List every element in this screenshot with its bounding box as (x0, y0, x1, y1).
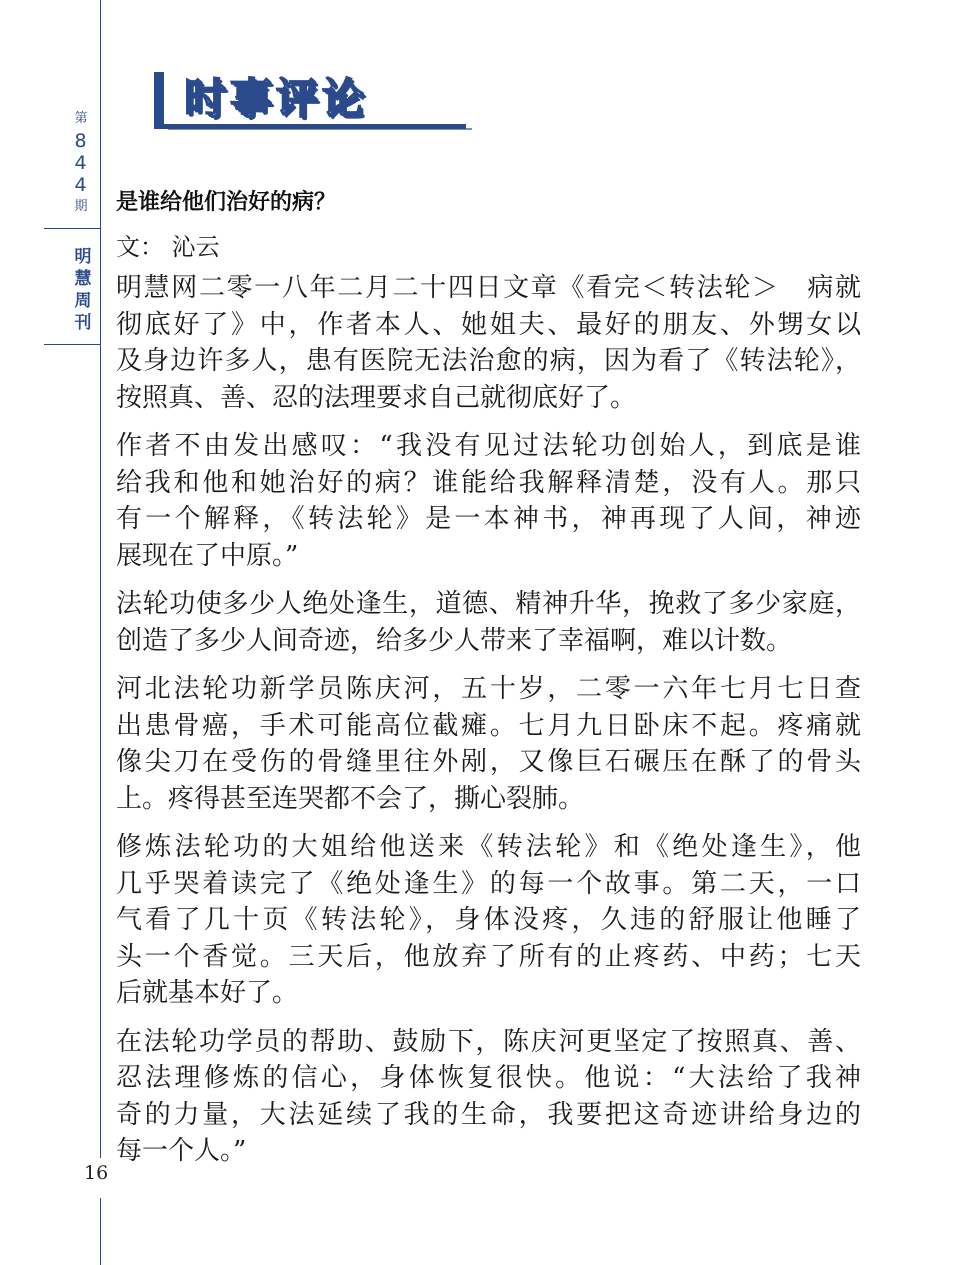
paragraph (116, 829, 861, 1012)
issue-label-bottom: 期 (74, 199, 88, 214)
paragraph-line: 修炼法轮功的大姐给他送来《转法轮》和《绝处逢生》，他 (116, 832, 861, 862)
divider (44, 228, 100, 229)
page-number: 16 (84, 1162, 109, 1184)
paragraph (116, 1024, 861, 1170)
issue-label-top: 第 (74, 111, 88, 126)
paragraph-line: 创造了多少人间奇迹，给多少人带来了幸福啊，难以计数。 (116, 625, 793, 656)
margin-rule (100, 0, 101, 1265)
paragraph-line: 及身边许多人，患有医院无法治愈的病，因为看了《转法轮》， (116, 346, 861, 376)
byline: 文： 沁云 (116, 233, 220, 261)
paragraph (116, 270, 861, 416)
section-title: 时事评论 (184, 74, 369, 123)
paragraph-line: 气看了几十页《转法轮》，身体没疼，久违的舒服让他睡了 (116, 905, 861, 935)
paragraph-line: 上。疼得甚至连哭都不会了，撕心裂肺。 (116, 783, 585, 814)
paragraph-line: 头一个香觉。三天后，他放弃了所有的止疼药、中药；七天 (116, 941, 861, 972)
issue-number (62, 108, 100, 218)
banner-bar (154, 72, 164, 128)
publication-name (68, 246, 98, 334)
paragraph-line: 按照真、善、忍的法理要求自己就彻底好了。 (116, 382, 637, 413)
paragraph-line: 奇的力量，大法延续了我的生命，我要把这奇迹讲给身边的 (116, 1099, 861, 1130)
paragraph-line: 在法轮功学员的帮助、鼓励下，陈庆河更坚定了按照真、善、 (116, 1026, 861, 1057)
publication-char: 慧 (74, 269, 92, 289)
paragraph-line: 每一个人。” (116, 1136, 247, 1166)
paragraph-line: 给我和他和她治好的病？谁能给我解释清楚，没有人。那只 (116, 467, 861, 498)
paragraph-line: 明慧网二零一八年二月二十四日文章《看完＜转法轮＞ 病就 (116, 273, 861, 303)
banner-underline (154, 124, 466, 129)
paragraph-line: 法轮功使多少人绝处逢生，道德、精神升华，挽救了多少家庭， (116, 589, 861, 619)
issue-digit: 8 (74, 130, 88, 152)
publication-char: 周 (74, 291, 92, 311)
paragraph (116, 671, 861, 817)
issue-digit: 4 (74, 152, 88, 174)
paragraph-line: 展现在了中原。” (116, 540, 299, 571)
article-title: 是谁给他们治好的病？ (116, 189, 337, 215)
divider (44, 344, 100, 345)
paragraph-line: 作者不由发出感叹：“我没有见过法轮功创始人，到底是谁 (116, 431, 861, 461)
paragraph-line: 有一个解释，《转法轮》是一本神书，神再现了人间，神迹 (116, 504, 861, 534)
issue-digit: 4 (74, 174, 88, 196)
paragraph-line: 河北法轮功新学员陈庆河，五十岁，二零一六年七月七日查 (116, 674, 861, 704)
paragraph-line: 彻底好了》中，作者本人、她姐夫、最好的朋友、外甥女以 (116, 309, 861, 340)
paragraph (116, 428, 861, 574)
paragraph-line: 忍法理修炼的信心，身体恢复很快。他说：“大法给了我神 (116, 1063, 861, 1093)
paragraph-line: 后就基本好了。 (116, 978, 299, 1008)
section-banner (154, 72, 472, 132)
paragraph-line: 几乎哭着读完了《绝处逢生》的每一个故事。第二天，一口 (116, 868, 861, 899)
paragraph-line: 像尖刀在受伤的骨缝里往外剐，又像巨石碾压在酥了的骨头 (116, 747, 861, 777)
publication-char: 明 (74, 247, 92, 267)
publication-char: 刊 (74, 313, 92, 333)
article-body (116, 270, 861, 1182)
paragraph-line: 出患骨癌，手术可能高位截瘫。七月九日卧床不起。疼痛就 (116, 710, 861, 741)
paragraph (116, 586, 861, 659)
